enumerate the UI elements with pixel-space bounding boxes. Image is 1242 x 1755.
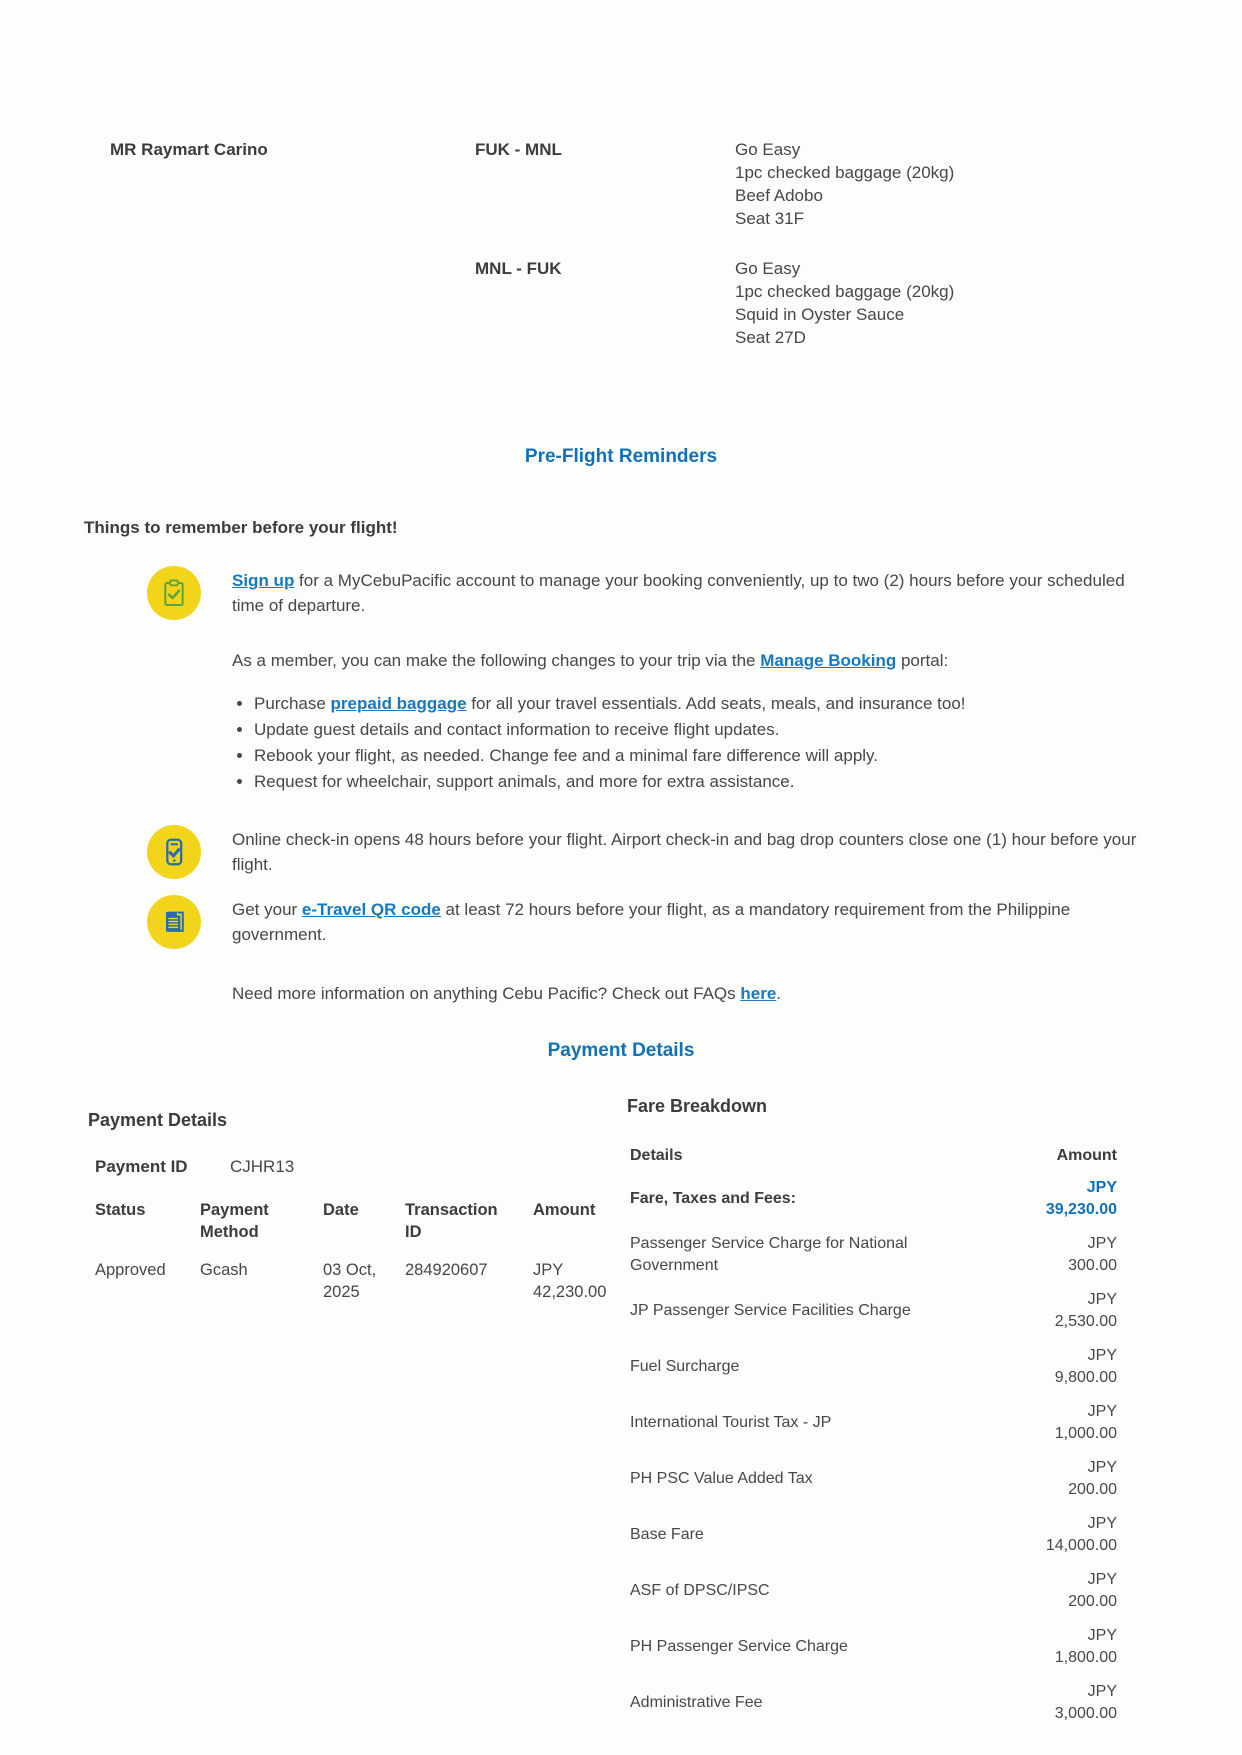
journey-details — [735, 257, 954, 349]
fare-row: PH Passenger Service Charge JPY 1,800.00 — [630, 1627, 1117, 1666]
manage-booking-link[interactable]: Manage Booking — [760, 651, 897, 670]
reminder-etravel — [147, 895, 1147, 949]
etravel-qr-link[interactable]: e-Travel QR code — [301, 900, 441, 919]
col-amount: Amount — [1056, 1147, 1117, 1164]
reminder-member — [147, 648, 1147, 795]
payment-section — [0, 1096, 1242, 1725]
fare-row: Administrative Fee JPY 3,000.00 — [630, 1683, 1117, 1722]
signup-text: Sign up for a MyCebuPacific account to manage your booking conveniently, up to two (2) hours before your scheduled time of departure. — [232, 571, 1125, 615]
payment-table-header — [95, 1199, 630, 1243]
journey-details — [735, 138, 954, 230]
bullet-assistance: • Request for wheelchair, support animals, and more for extra assistance. — [254, 769, 1147, 795]
clipboard-check-icon — [147, 566, 201, 620]
prepaid-baggage-link[interactable]: prepaid baggage — [330, 694, 467, 713]
fare-table-header — [630, 1145, 1117, 1167]
bullet-update-details: • Update guest details and contact information to receive flight updates. — [254, 717, 1147, 743]
baggage-detail: 1pc checked baggage (20kg) — [735, 282, 955, 301]
col-date: Date — [323, 1201, 359, 1219]
reminder-signup — [147, 566, 1147, 620]
payment-heading: Payment Details — [547, 1040, 695, 1061]
fare-total-row: Fare, Taxes and Fees: JPY 39,230.00 — [630, 1177, 1117, 1221]
checkin-text: Online check-in opens 48 hours before your flight. Airport check-in and bag drop counters close one (1) hour before your flight. — [232, 830, 1137, 874]
payment-method: Gcash — [200, 1261, 248, 1279]
seat-detail: Seat 27D — [735, 328, 806, 347]
reminder-checkin — [147, 825, 1147, 879]
bullet-rebook: • Rebook your flight, as needed. Change fee and a minimal fare difference will apply. — [254, 743, 1147, 769]
fare-row: JP Passenger Service Facilities Charge JPY 2,530.00 — [630, 1291, 1117, 1330]
fare-total-amount: JPY 39,230.00 — [1045, 1179, 1117, 1218]
col-transaction-id: Transaction ID — [405, 1201, 498, 1241]
payment-id-value: CJHR13 — [230, 1157, 295, 1176]
preflight-intro: Things to remember before your flight! — [84, 518, 398, 537]
payment-table-row — [95, 1259, 630, 1303]
passenger-name: MR Raymart Carino — [110, 140, 268, 159]
fare-breakdown-panel — [627, 1096, 1117, 1725]
fare-breakdown-title: Fare Breakdown — [627, 1096, 768, 1116]
fare-row: Passenger Service Charge for National Government JPY 300.00 — [630, 1235, 1117, 1274]
col-payment-method: Payment Method — [200, 1201, 269, 1241]
payment-table — [95, 1199, 630, 1303]
etravel-text: Get your e-Travel QR code at least 72 hours before your flight, as a mandatory requirement from the Philippine government. — [232, 900, 1071, 944]
fare-row: International Tourist Tax - JP JPY 1,000.00 — [630, 1403, 1117, 1442]
payment-date: 03 Oct, 2025 — [323, 1261, 377, 1301]
journey-mnl-fuk — [475, 257, 1242, 349]
col-details: Details — [630, 1147, 683, 1164]
col-amount: Amount — [533, 1201, 596, 1219]
fare-row: Base Fare JPY 14,000.00 — [630, 1515, 1117, 1554]
baggage-detail: 1pc checked baggage (20kg) — [735, 163, 955, 182]
travel-document-icon — [147, 895, 201, 949]
fare-bundle: Go Easy — [735, 259, 801, 278]
reminders-list — [147, 566, 1147, 1006]
fare-row: Fuel Surcharge JPY 9,800.00 — [630, 1347, 1117, 1386]
route-label: FUK - MNL — [475, 140, 562, 159]
payment-id-label: Payment ID — [95, 1157, 188, 1176]
meal-detail: Squid in Oyster Sauce — [735, 305, 905, 324]
journey-fuk-mnl — [475, 138, 1242, 230]
payment-id-row — [95, 1157, 630, 1177]
seat-detail: Seat 31F — [735, 209, 804, 228]
col-status: Status — [95, 1201, 146, 1219]
meal-detail: Beef Adobo — [735, 186, 823, 205]
fare-row: ASF of DPSC/IPSC JPY 200.00 — [630, 1571, 1117, 1610]
signup-link[interactable]: Sign up — [232, 571, 295, 590]
transaction-id: 284920607 — [405, 1261, 488, 1279]
payment-details-panel — [88, 1096, 630, 1303]
preflight-heading: Pre-Flight Reminders — [524, 446, 718, 467]
payment-details-title: Payment Details — [88, 1110, 228, 1130]
mobile-checkin-icon — [147, 825, 201, 879]
passenger-summary — [110, 138, 1242, 376]
fare-bundle: Go Easy — [735, 140, 801, 159]
journey-list — [475, 138, 1242, 376]
payment-amount: JPY 42,230.00 — [533, 1261, 607, 1301]
faq-here-link[interactable]: here — [740, 984, 777, 1003]
bullet-prepaid-baggage: • Purchase prepaid baggage for all your travel essentials. Add seats, meals, and insurance too! — [254, 691, 1147, 717]
payment-status: Approved — [95, 1261, 166, 1279]
fare-row: PH PSC Value Added Tax JPY 200.00 — [630, 1459, 1117, 1498]
route-label: MNL - FUK — [475, 259, 562, 278]
member-text: As a member, you can make the following changes to your trip via the Manage Booking portal: — [232, 651, 949, 670]
faq-text: Need more information on anything Cebu Pacific? Check out FAQs here. — [232, 984, 782, 1003]
reminder-faq — [147, 981, 1147, 1006]
member-bullet-list — [232, 691, 1147, 795]
